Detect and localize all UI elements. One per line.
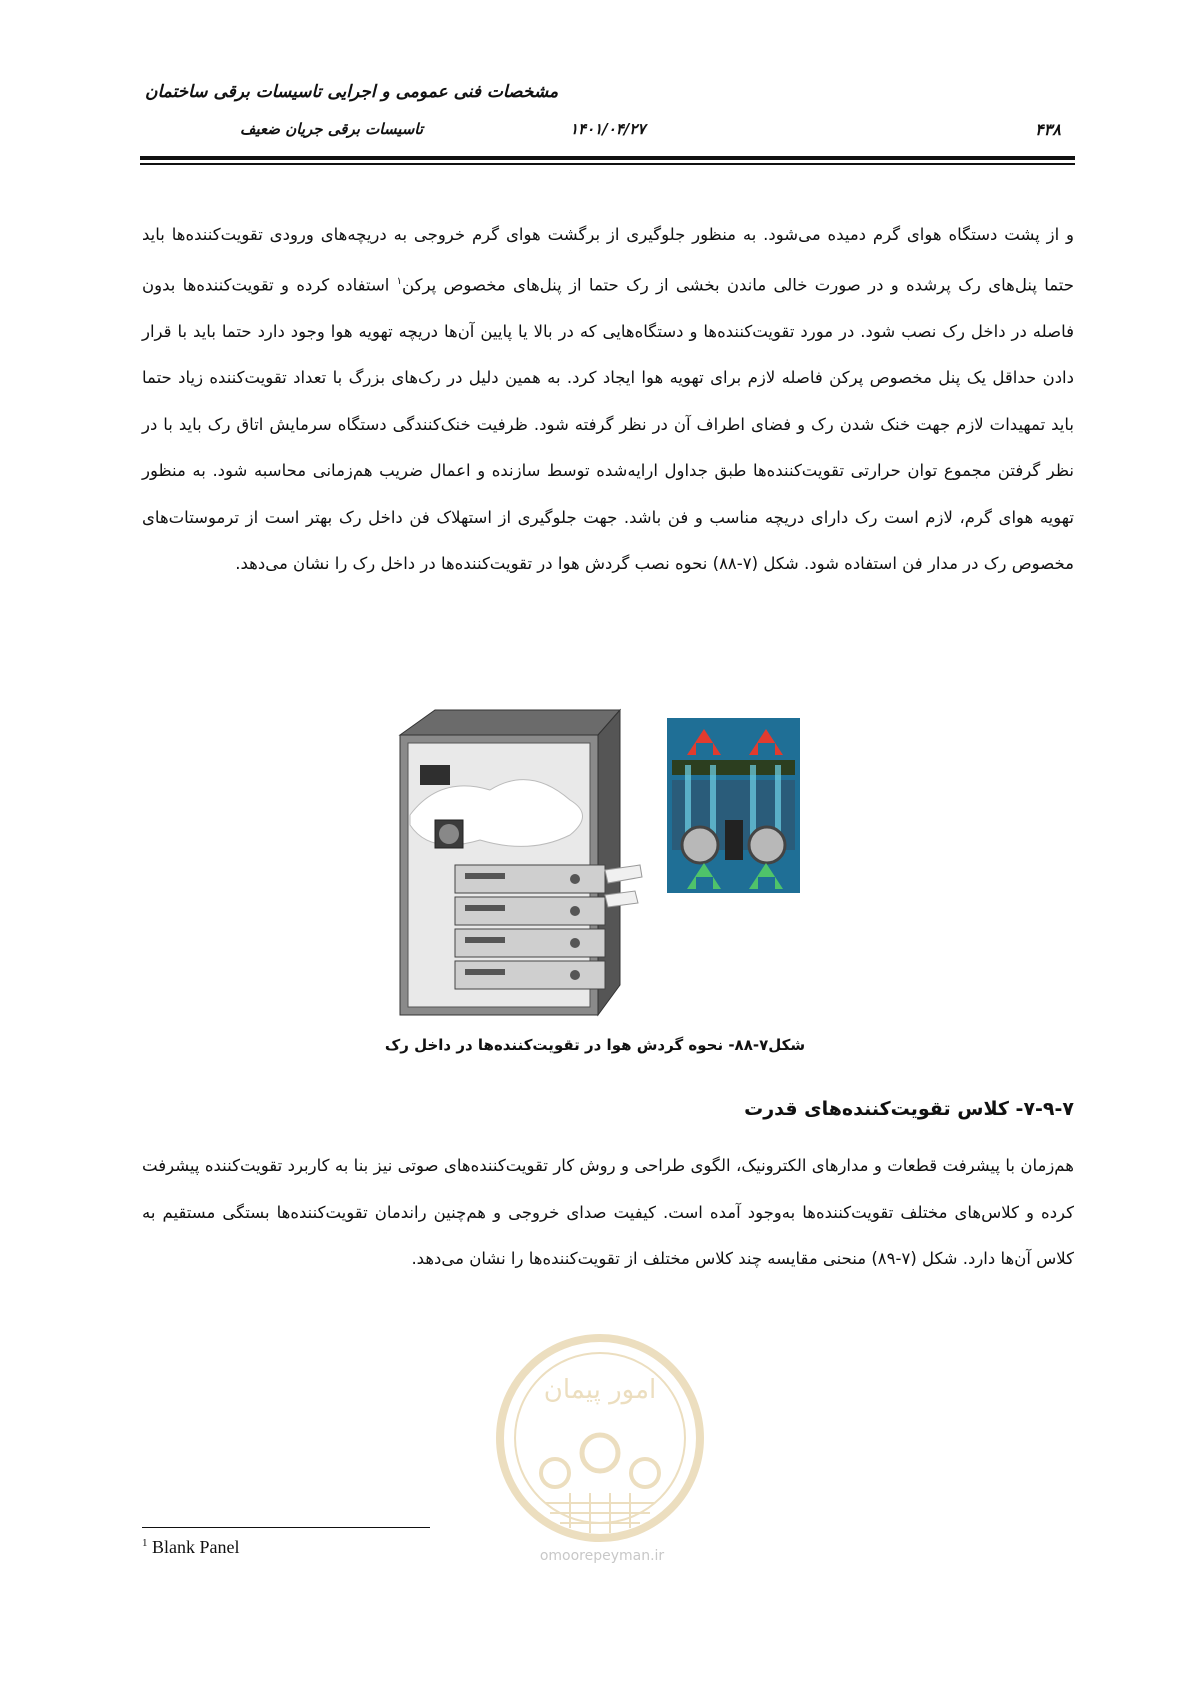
body-paragraph-1 <box>142 212 1074 588</box>
page-number: ۴۳۸ <box>1035 120 1061 139</box>
section-heading: ۷-۹-۷- کلاس تقویت‌کننده‌های قدرت <box>744 1098 1074 1120</box>
footnote <box>142 1537 240 1558</box>
figure-rack-airflow <box>380 705 840 1030</box>
rack-cabinet-image <box>400 710 642 1015</box>
rack-airflow-illustration <box>380 705 840 1030</box>
watermark-logo-lettering: امور پیمان <box>543 1375 657 1405</box>
body-paragraph-2: هم‌زمان با پیشرفت قطعات و مدارهای الکترونیک، الگوی طراحی و روش کار تقویت‌کننده‌های صوتی نیز بنا به کاربرد تقویت‌کننده پیشرفت کرده و کلاس‌های مختلف تقویت‌کننده‌ها به‌وجود آمده است. کیفیت صدای خروجی و هم‌چنین راندمان تقویت‌کننده‌ها بستگی مستقیم به کلاس آن‌ها دارد. شکل (۷-۸۹) منحنی مقایسه چند کلاس مختلف از تقویت‌کننده‌ها را نشان می‌دهد. <box>142 1156 1074 1268</box>
figure-caption: شکل۷-۸۸- نحوه گردش هوا در تقویت‌کننده‌ها در داخل رک <box>384 1036 806 1054</box>
header-subtitle: تاسیسات برقی جریان ضعیف <box>240 120 424 138</box>
watermark-logo <box>485 1328 715 1558</box>
paragraph-1-continued: استفاده کرده و تقویت‌کننده‌ها بدون فاصله در داخل رک نصب شود. در مورد تقویت‌کننده‌ها و دستگاه‌هایی که در بالا یا پایین آن‌ها دریچه تهویه هوا وجود دارد حتما باید با قرار دادن حداقل یک پنل مخصوص پرکن فاصله لازم برای تهویه هوا ایجاد کرد. به همین دلیل در رک‌های بزرگ با تعداد تقویت‌کننده زیاد حتما باید تمهیدات لازم جهت خنک شدن رک و فضای اطراف آن در نظر گرفته شود. ظرفیت خنک‌کنندگی دستگاه سرمایش اتاق رک باید با در نظر گرفتن مجموع توان حرارتی تقویت‌کننده‌ها طبق جداول ارایه‌شده توسط سازنده و اعمال ضریب هم‌زمانی محاسبه شود. به منظور تهویه هوای گرم، لازم است رک دارای دریچه مناسب و فن باشد. جهت جلوگیری از استهلاک فن داخل رک بهتر است از ترموستات‌های مخصوص رک در مدار فن استفاده شود. شکل (۷-۸۸) نحوه نصب گردش هوا در تقویت‌کننده‌ها در داخل رک را نشان می‌دهد. <box>142 275 1074 573</box>
footnote-reference: ۱ <box>396 275 403 287</box>
header-title: مشخصات فنی عمومی و اجرایی تاسیسات برقی ساختمان <box>145 82 559 102</box>
header-rule-thin <box>140 163 1075 165</box>
watermark-url: omoorepeyman.ir <box>539 1548 665 1564</box>
footnote-rule <box>142 1527 430 1528</box>
footnote-text: Blank Panel <box>152 1537 240 1557</box>
footnote-marker: 1 <box>142 1537 148 1549</box>
header-rule-thick <box>140 156 1075 160</box>
header-date: ۱۴۰۱/۰۴/۲۷ <box>570 120 646 138</box>
airflow-schematic-image <box>667 718 800 893</box>
paragraph-1-text: و از پشت دستگاه هوای گرم دمیده می‌شود. به منظور جلوگیری از برگشت هوای گرم خروجی به دریچه‌های ورودی تقویت‌کننده‌ها باید حتما پنل‌های رک پرشده و در صورت خالی ماندن بخشی از رک حتما از پنل‌های مخصوص پرکن <box>142 225 1074 294</box>
